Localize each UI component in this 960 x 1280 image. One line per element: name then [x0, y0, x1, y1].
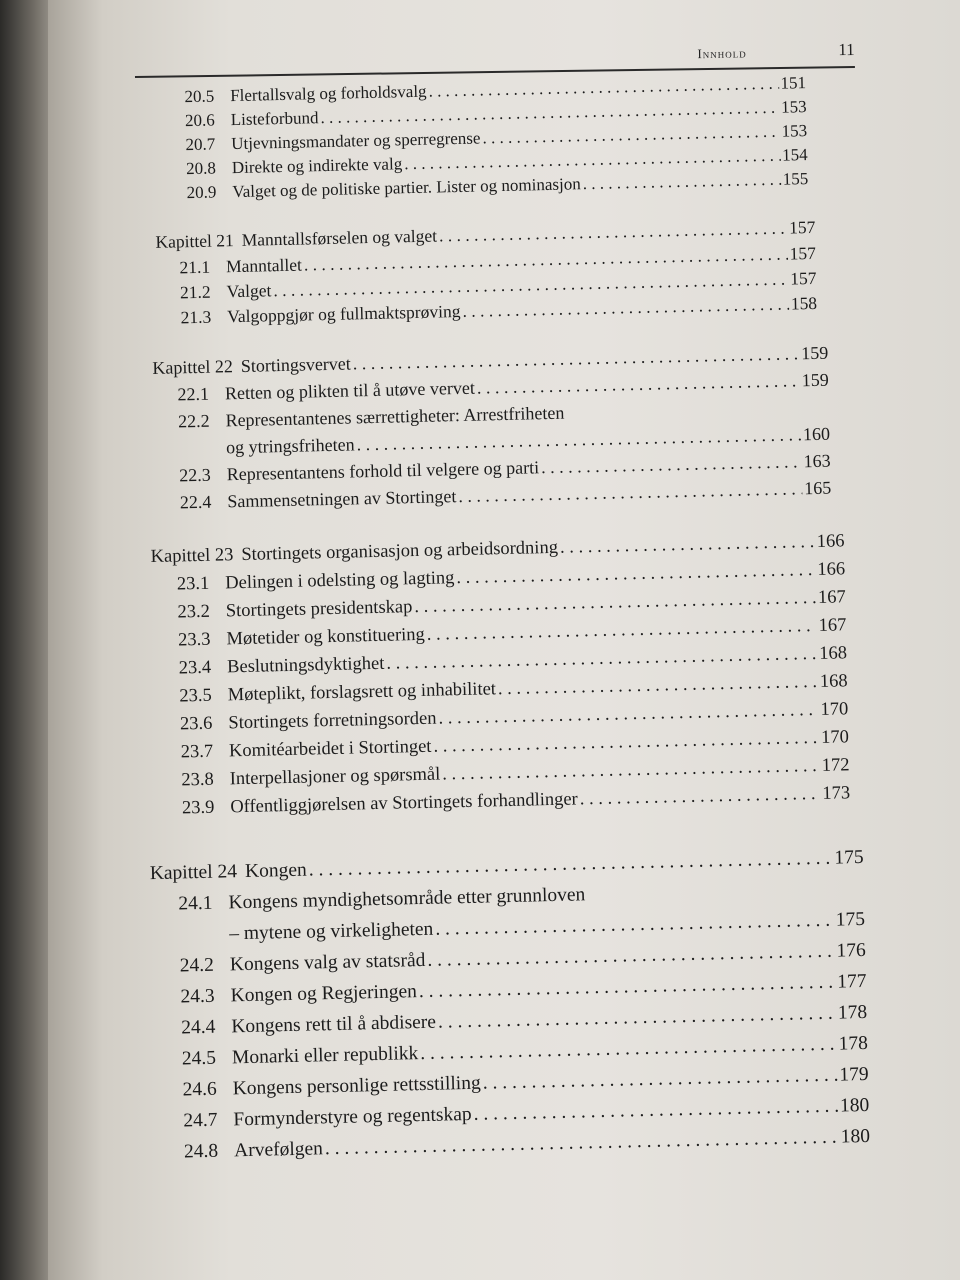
leader-dots	[356, 424, 801, 455]
section-number: 24.7	[183, 1109, 218, 1132]
section-number: 24.1	[178, 892, 213, 915]
section-page: 163	[803, 450, 831, 472]
section-page: 167	[817, 587, 846, 608]
section-page: 178	[837, 1001, 868, 1024]
chapter-title: Manntallsførselen og valget	[241, 225, 438, 250]
header-page-number: 11	[838, 39, 855, 60]
leader-dots	[438, 700, 819, 730]
section-title: Valget og de politiske partier. Lister og nominasjon	[232, 174, 581, 202]
section-title: Kongens myndighetsområde etter grunnloven	[228, 884, 586, 914]
section-number: 21.2	[179, 281, 211, 303]
leader-dots	[473, 1096, 838, 1126]
section-number: 23.5	[179, 685, 213, 707]
section-title: Kongens valg av statsråd	[229, 949, 426, 976]
section-number: 21.3	[180, 306, 212, 328]
chapter-title: Stortingets organisasjon og arbeidsordning	[241, 537, 559, 566]
section-title: Kongens personlige rettsstilling	[232, 1072, 481, 1100]
section-title: Listeforbund	[230, 108, 319, 130]
chapter-page: 159	[800, 342, 829, 364]
leader-dots	[482, 1065, 837, 1095]
section-number: 20.5	[184, 86, 215, 107]
chapter-label: Kapittel 21	[155, 230, 234, 252]
leader-dots	[325, 1127, 839, 1161]
section-number: 20.8	[185, 158, 217, 179]
section-title: Valget	[226, 280, 272, 302]
section-number: 20.6	[184, 110, 215, 131]
leader-dots	[427, 941, 835, 972]
toc-section-24-2	[168, 940, 866, 978]
section-page: 173	[822, 783, 851, 804]
chapter-label: Kapittel 22	[152, 356, 234, 378]
running-header	[135, 40, 855, 78]
toc-section-24-7	[171, 1095, 869, 1133]
leader-dots	[435, 910, 834, 941]
toc-section-24-6	[171, 1064, 869, 1102]
section-page: 159	[801, 369, 830, 391]
section-title: Stortingets presidentskap	[225, 597, 413, 622]
toc-section-24-3	[168, 971, 866, 1009]
section-page: 154	[781, 145, 808, 165]
section-page: 153	[780, 97, 807, 117]
section-number: 24.2	[179, 954, 215, 977]
section-title: Arvefølgen	[233, 1138, 324, 1162]
section-number: 24.8	[183, 1140, 219, 1163]
section-number: 22.4	[179, 491, 212, 513]
leader-dots	[560, 532, 815, 559]
toc-section-24-5	[170, 1033, 868, 1071]
section-number: 21.1	[179, 256, 211, 278]
section-page: 180	[840, 1125, 871, 1148]
section-number: 20.7	[185, 134, 216, 155]
section-page: 172	[821, 755, 850, 776]
leader-dots	[439, 218, 788, 247]
section-page: 168	[819, 671, 848, 692]
leader-dots	[386, 644, 817, 675]
section-page: 157	[790, 267, 817, 289]
leader-dots	[420, 1034, 837, 1065]
leader-dots	[541, 451, 802, 478]
section-title: Formynderstyre og regentskap	[233, 1103, 472, 1131]
chapter-title: Kongen	[244, 859, 307, 882]
section-page: 151	[780, 73, 807, 93]
leader-dots	[477, 370, 800, 398]
section-title: Sammensetningen av Stortinget	[227, 486, 457, 512]
section-page: 160	[802, 423, 831, 445]
section-title: Representantens forhold til velgere og parti	[226, 457, 540, 485]
section-number: 23.6	[179, 713, 213, 735]
leader-dots	[353, 343, 800, 374]
leader-dots	[580, 784, 821, 810]
section-number: 22.1	[177, 383, 210, 405]
section-title: Stortingets forretningsorden	[228, 708, 437, 734]
section-page: 166	[817, 559, 846, 580]
section-page: 175	[835, 908, 866, 931]
leader-dots	[438, 1003, 836, 1034]
section-page: 168	[819, 643, 848, 664]
section-title: Utjevningsmandater og sperregrense	[231, 128, 481, 154]
header-title: Innhold	[697, 45, 747, 62]
section-title-continued: – mytene og virkeligheten	[228, 918, 434, 945]
section-title: Valgoppgjør og fullmaktsprøving	[226, 300, 461, 327]
chapter-title: Stortingsvervet	[240, 353, 352, 376]
section-title: Møtetider og konstituering	[226, 624, 426, 650]
section-number: 23.8	[181, 769, 214, 791]
section-page: 157	[789, 242, 817, 264]
leader-dots	[442, 756, 820, 786]
section-title: Flertallsvalg og forholdsvalg	[229, 81, 427, 106]
section-number: 24.6	[182, 1078, 217, 1101]
leader-dots	[427, 616, 817, 646]
section-title: Komitéarbeidet i Stortinget	[228, 736, 432, 762]
toc-section-24-8	[172, 1126, 870, 1164]
book-page	[48, 0, 960, 1280]
toc-section-24-1	[166, 878, 864, 916]
section-number: 23.2	[177, 601, 211, 623]
section-page: 155	[782, 169, 809, 189]
leader-dots	[458, 478, 802, 507]
section-title-continued: og ytringsfriheten	[225, 434, 355, 458]
section-number: 23.4	[178, 657, 212, 679]
chapter-label: Kapittel 23	[150, 545, 234, 568]
section-number: 23.9	[181, 797, 215, 819]
section-page: 177	[836, 970, 867, 993]
section-title: Møteplikt, forslagsrett og inhabilitet	[227, 679, 497, 706]
section-title: Direkte og indirekte valg	[231, 154, 403, 178]
leader-dots	[428, 74, 778, 102]
section-title: Manntallet	[225, 254, 303, 277]
leader-dots	[583, 170, 781, 194]
leader-dots	[482, 122, 780, 149]
toc-section-24-4	[169, 1002, 867, 1040]
section-page: 178	[838, 1032, 869, 1055]
section-page: 176	[836, 939, 866, 962]
leader-dots	[308, 848, 832, 882]
chapter-label: Kapittel 24	[149, 861, 238, 885]
chapter-page: 166	[816, 531, 845, 552]
chapter-page: 157	[788, 216, 816, 238]
section-page: 153	[781, 121, 808, 141]
section-number: 24.3	[180, 985, 215, 1008]
section-title: Representantenes særrettigheter: Arrestfriheten	[225, 402, 565, 431]
section-title: Interpellasjoner og spørsmål	[229, 764, 441, 790]
section-page: 170	[820, 699, 849, 720]
section-number: 23.3	[177, 629, 211, 651]
section-number: 22.3	[179, 464, 212, 486]
section-title: Kongen og Regjeringen	[230, 981, 418, 1007]
section-page: 170	[820, 727, 850, 748]
leader-dots	[498, 672, 818, 700]
section-title: Monarki eller republikk	[231, 1043, 419, 1069]
section-title: Retten og plikten til å utøve vervet	[224, 377, 476, 404]
section-page: 179	[839, 1063, 869, 1086]
section-title: Offentliggjørelsen av Stortingets forhandlinger	[230, 789, 578, 818]
section-page: 180	[839, 1094, 870, 1117]
toc-section-24-1-cont	[229, 909, 865, 945]
section-number: 20.9	[186, 182, 217, 203]
section-number: 23.1	[176, 573, 210, 595]
leader-dots	[419, 972, 836, 1003]
leader-dots	[414, 588, 816, 618]
leader-dots	[462, 294, 789, 322]
leader-dots	[404, 146, 780, 175]
leader-dots	[433, 728, 819, 758]
section-title: Delingen i odelsting og lagting	[225, 568, 455, 594]
section-page: 167	[818, 615, 847, 636]
section-page: 165	[804, 477, 832, 499]
section-title: Kongens rett til å abdisere	[231, 1011, 437, 1038]
section-number: 24.4	[180, 1016, 216, 1039]
section-title: Beslutningsdyktighet	[226, 653, 385, 678]
section-number: 22.2	[177, 410, 210, 432]
section-number: 23.7	[180, 741, 214, 763]
leader-dots	[456, 560, 815, 589]
section-number: 24.5	[181, 1047, 217, 1070]
chapter-page: 175	[834, 846, 864, 869]
section-page: 158	[790, 292, 818, 314]
